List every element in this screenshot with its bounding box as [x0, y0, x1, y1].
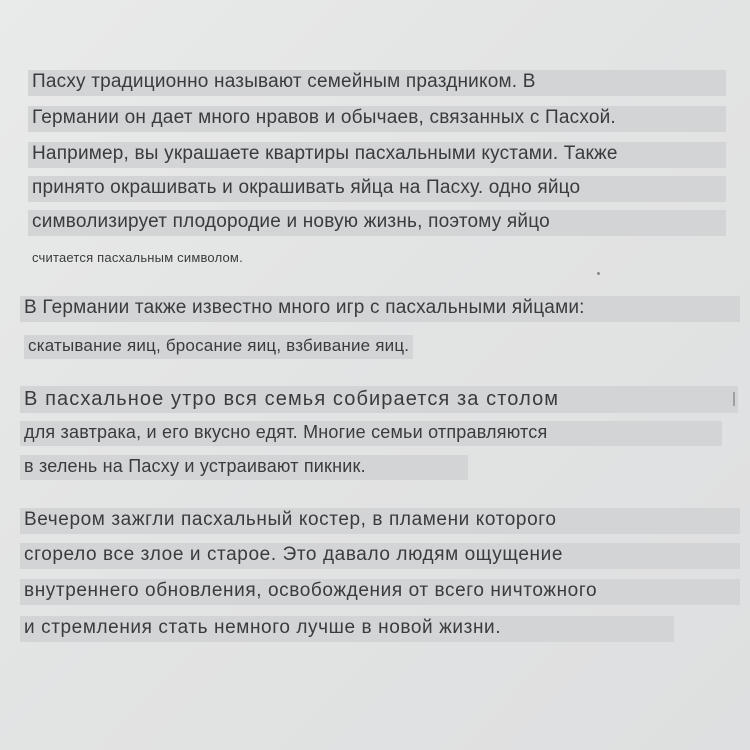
paragraph-4-line-2: сгорело все злое и старое. Это давало людям ощущение: [20, 543, 740, 569]
paragraph-4-line-4: и стремления стать немного лучше в новой жизни.: [20, 616, 674, 642]
paragraph-1-line-6: считается пасхальным символом.: [32, 250, 243, 265]
paragraph-1-line-2: Германии он дает много нравов и обычаев, связанных с Пасхой.: [28, 106, 726, 132]
paragraph-3-line-1: В пасхальное утро вся семья собирается за столом: [20, 386, 738, 413]
paragraph-1-line-5: символизирует плодородие и новую жизнь, поэтому яйцо: [28, 210, 726, 236]
paragraph-1-line-4: принято окрашивать и окрашивать яйца на Пасху. одно яйцо: [28, 176, 726, 202]
paragraph-3-line-2: для завтрака, и его вкусно едят. Многие семьи отправляются: [20, 421, 722, 446]
margin-mark: [733, 392, 735, 406]
paragraph-2-line-2: скатывание яиц, бросание яиц, взбивание яиц.: [24, 335, 413, 359]
paragraph-1-line-3: Например, вы украшаете квартиры пасхальными кустами. Также: [28, 142, 726, 168]
paragraph-2-line-1: В Германии также известно много игр с пасхальными яйцами:: [20, 296, 740, 322]
paragraph-4-line-3: внутреннего обновления, освобождения от всего ничтожного: [20, 579, 740, 605]
paragraph-1-line-1: Пасху традиционно называют семейным праздником. В: [28, 70, 726, 96]
specks: [597, 272, 600, 275]
paragraph-4-line-1: Вечером зажгли пасхальный костер, в пламени которого: [20, 508, 740, 534]
paragraph-3-line-3: в зелень на Пасху и устраивают пикник.: [20, 455, 468, 480]
